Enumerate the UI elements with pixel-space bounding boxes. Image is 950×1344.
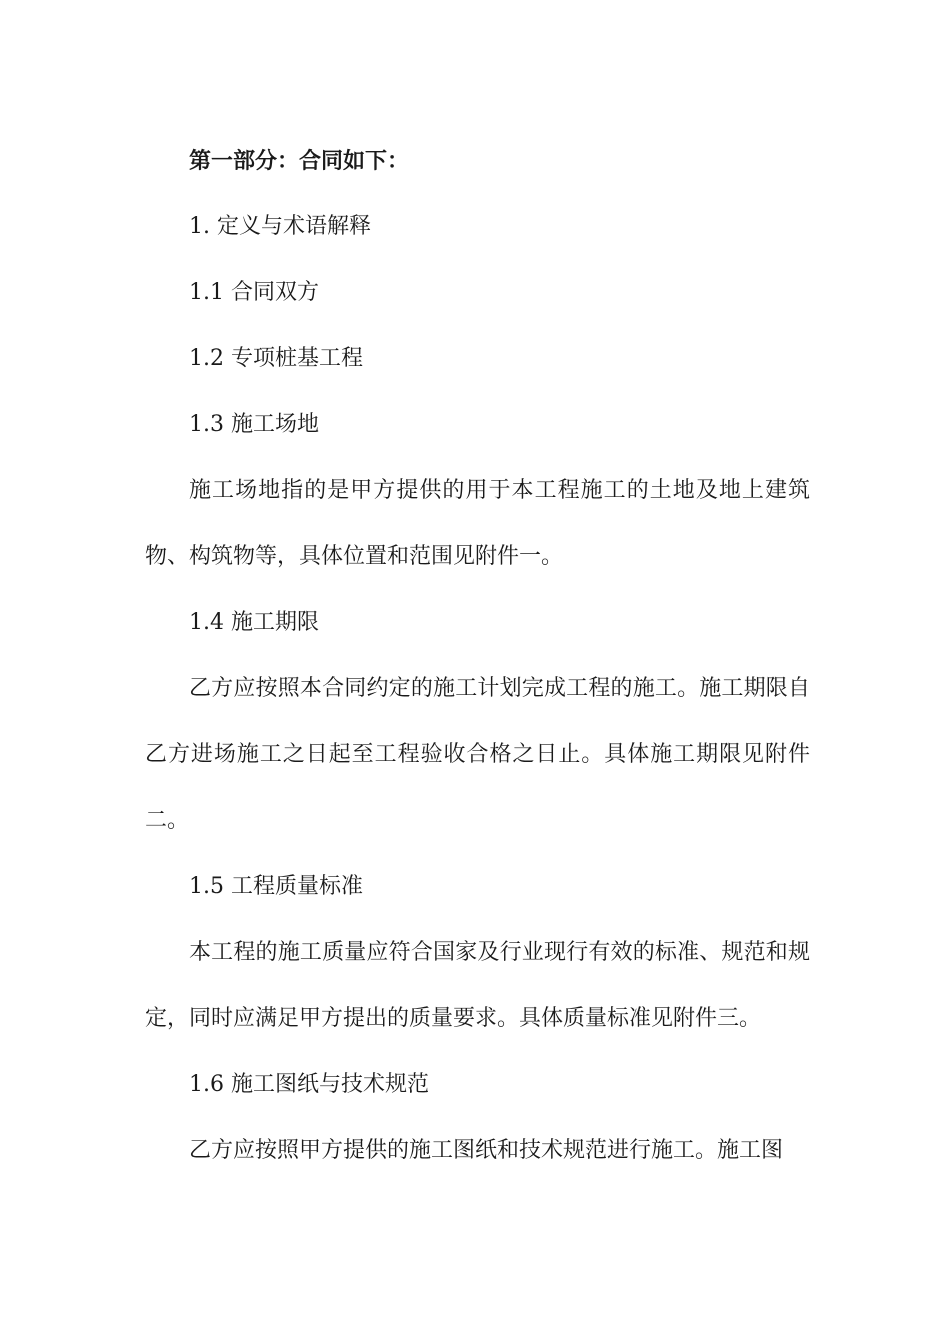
paragraph-1-5: 本工程的施工质量应符合国家及行业现行有效的标准、规范和规定，同时应满足甲方提出的质量要求。具体质量标准见附件三。 [145,940,810,1031]
document-body [145,128,810,1184]
subsection-title-1-3: 1.3 施工场地 [189,412,319,437]
paragraph-1-6: 乙方应按照甲方提供的施工图纸和技术规范进行施工。施工图 [189,1138,784,1163]
subsection-title-1-2: 1.2 专项桩基工程 [189,346,363,371]
subsection-title-1-1: 1.1 合同双方 [189,280,319,305]
subsection-title-1-4: 1.4 施工期限 [189,610,319,635]
paragraph-1-4: 乙方应按照本合同约定的施工计划完成工程的施工。施工期限自乙方进场施工之日起至工程验收合格之日止。具体施工期限见附件二。 [145,676,810,833]
subsection-title-1-5: 1.5 工程质量标准 [189,874,363,899]
section-title-1: 1. 定义与术语解释 [189,214,371,239]
part-heading: 第一部分：合同如下： [189,148,410,174]
subsection-title-1-6: 1.6 施工图纸与技术规范 [189,1072,429,1097]
paragraph-1-3: 施工场地指的是甲方提供的用于本工程施工的土地及地上建筑物、构筑物等，具体位置和范围见附件一。 [145,478,810,569]
